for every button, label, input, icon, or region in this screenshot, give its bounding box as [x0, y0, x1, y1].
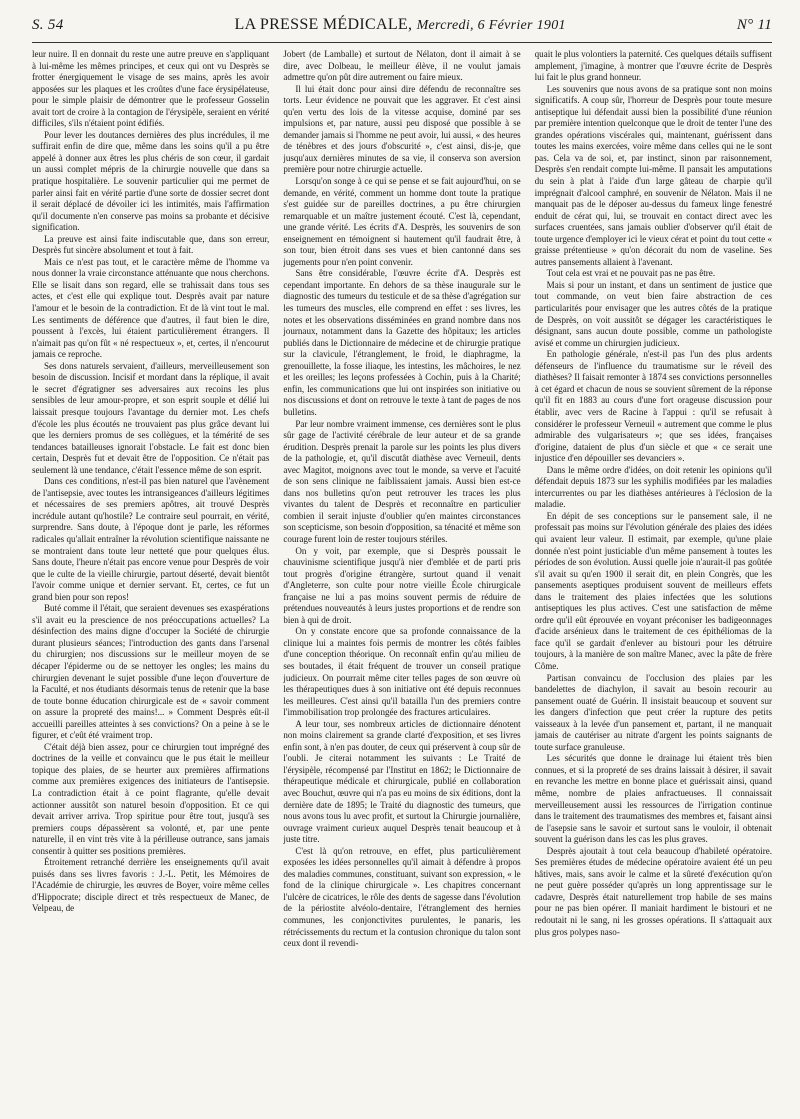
issue-number: N° 11	[736, 17, 772, 33]
paragraph: Les sécurités que donne le drainage lui étaient très bien connues, et si la propreté de ses drains laissait à désirer, il savait en revanche les mettre en bonne place et guérissait ainsi, quand même, nombre de plaies anfractueuses. Il connaissait merveilleusement aussi les ressources de l'irrigation continue dans le traitement des traumatismes des membres et, faisant ainsi de l'asepsie sans le savoir et surtout sans le vouloir, il obtenait souvent la guérison dans les cas les plus graves.	[534, 753, 772, 845]
journal-title-line	[235, 16, 566, 34]
page-number: S. 54	[32, 17, 64, 33]
paragraph: leur nuire. Il en donnait du reste une autre preuve en s'appliquant à lui-même les mêmes principes, et ceux qui ont vu Desprès se frotter énergiquement le visage de ses mains, après les avoir apposées sur les plaques et les croûtes d'une face érysipélateuse, pour le simple plaisir de démontrer que le professeur Gosselin avait tort de croire à la contagion de l'érysipèle, seraient en vérité difficiles, s'ils n'étaient point édifiés.	[32, 49, 270, 129]
paragraph: Pour lever les doutances dernières des plus incrédules, il me suffirait enfin de dire que, même dans les soins qu'il a pu être appelé à donner aux êtres les plus chéris de son cœur, il gardait un aussi complet mépris de la chirurgie nouvelle que dans sa pratique hospitalière. Le souvenir particulier qui me permet de parler ainsi fait en vérité partie d'une sorte de dossier secret dont il serait déplacé de dévoiler ici les intimités, mais l'affirmation qu'il documente n'en conserve pas moins sa probante et décisive signification.	[32, 129, 270, 233]
paragraph: En pathologie générale, n'est-il pas l'un des plus ardents défenseurs de l'influence du traumatisme sur le réveil des diathèses? Il faisait remonter à 1874 ses convictions personnelles à cet égard et chacun de nous se souvient sûrement de la réponse qu'il fit en 1883 au cours d'une fort orageuse discussion pour établir, avec vers de Racine à l'appui : qu'il se refusait à considérer le professeur Verneuil « autrement que comme le plus admirable des vulgarisateurs »; que ses idées, françaises d'origine, dataient de plus d'un siècle et que « ce serait une injustice d'en dépouiller ses devanciers ».	[534, 349, 772, 464]
paragraph: Ses dons naturels servaient, d'ailleurs, merveilleusement son besoin de discussion. Incisif et mordant dans la réplique, il avait le secret d'égratigner ses adversaires aux recoins les plus sensibles de leur amour-propre, et son esprit souple et délié lui laissait presque toujours l'avantage du dernier mot. Les chefs d'école les plus écoutés ne trouvaient pas plus grâce devant lui que les derniers promus de ses collègues, et la témérité de ses tendances batailleuses ignorait l'obstacle. Le fait est donc bien certain, Desprès fut et devait être de l'opposition. Ce n'était pas seulement là une tendance, c'était l'essence même de son esprit.	[32, 360, 270, 475]
paragraph: Il lui était donc pour ainsi dire défendu de reconnaître ses torts. Leur évidence ne pouvait que les aggraver. Et c'est ainsi qu'en vertu des lois de la vitesse acquise, dominé par ses impulsions et, par nature, aussi peu disposé que possible à se demander jamais si l'homme ne peut avoir, lui aussi, « des heures de ténèbres et des jours d'obscurité », c'est ainsi, dis-je, que jusqu'aux dernières minutes de sa vie, il conserva son aversion première pour notre chirurgie actuelle.	[283, 83, 521, 175]
paragraph: Jobert (de Lamballe) et surtout de Nélaton, dont il aimait à se dire, avec Dolbeau, le meilleur élève, il ne voulut jamais admettre qu'on pût dire autrement ou faire mieux.	[283, 49, 521, 83]
paragraph: En dépit de ses conceptions sur le pansement sale, il ne professait pas moins sur l'évolution générale des plaies des idées qui avaient leur valeur. Il estimait, par exemple, qu'une plaie donnée n'est point justiciable d'un même pansement à toutes les périodes de son évolution. Aussi quelle joie n'aurait-il pas goûtée s'il avait su qu'en 1900 il serait dit, en plein Congrès, que les pansements aseptiques produisent souvent de meilleurs effets dans le traitement des plaies infectées que les solutions antiseptiques les plus actives. C'est une satisfaction de même ordre qu'il eût éprouvée en voyant préconiser les badigeonnages d'acide arsénieux dans le traitement de ces épithéliomas de la face qu'il se gardait d'enlever au bistouri pour les détruire toujours, à la manière de son maître Manec, avec la pâte de frère Côme.	[534, 510, 772, 671]
paragraph: Par leur nombre vraiment immense, ces dernières sont le plus sûr gage de l'activité cérébrale de leur auteur et de sa grande érudition. Desprès prenait la parole sur les points les plus divers de la pathologie, et, qu'il discutât diathèse avec Verneuil, dents avec Magitot, moignons avec tout le monde, sa verve et l'acuité de son sens clinique ne faiblissaient jamais. Aussi bien est-ce dans nos bulletins qu'on peut retrouver les traces les plus vivantes du talent de Desprès et reconnaître en particulier combien il serait injuste d'oublier qu'en maintes circonstances son scepticisme, son besoin d'opposition, sa ténacité et même son courage furent loin de rester toujours stériles.	[283, 418, 521, 544]
paragraph: Les souvenirs que nous avons de sa pratique sont non moins significatifs. A coup sûr, l'horreur de Desprès pour toute mesure antiseptique lui défendait aussi bien la possibilité d'une réunion par première intention quelconque que le droit de tenter l'une des grandes opérations viscérales qui, maintenant, guérissent dans toutes les mains exercées, voire même dans celles qui ne le sont pas. Cela va de soi, et, par instinct, sinon par raisonnement, Desprès s'en rendait compte lui-même. Il pansait les amputations du sein à plat à l'aide d'un large gâteau de charpie qu'il imprégnait d'alcool camphré, en souvenir de Nélaton. Mais il ne manquait pas de le déposer au-dessus du fameux linge fenestré enduit de cérat qui, lui, se trouvait en contact direct avec les surfaces cruentées, sans jamais oublier d'observer qu'il était de toute urgence d'employer ici le vieux cérat et point du tout cette « graisse prétentieuse » qu'on décorait du nom de vaseline. Ses autres pansements allaient à l'avenant.	[534, 83, 772, 267]
issue-date: Mercredi, 6 Février 1901	[416, 18, 566, 33]
paragraph: Étroitement retranché derrière les enseignements qu'il avait puisés dans ses livres favoris : J.-L. Petit, les Mémoires de l'Académie de chirurgie, les œuvres de Boyer, voire même celles d'Hippocrate; disciple direct et très respectueux de Manec, de Velpeau, de	[32, 857, 270, 914]
paragraph: Partisan convaincu de l'occlusion des plaies par les bandelettes de diachylon, il savait au besoin recourir au pansement ouaté de Guérin. Il insistait beaucoup et souvent sur les dangers d'infection que peut créer la rupture des petits vaisseaux à la levée d'un pansement et, partant, il ne manquait jamais de cautériser au nitrate d'argent les points saignants de toute surface granuleuse.	[534, 672, 772, 752]
paragraph: Tout cela est vrai et ne pouvait pas ne pas être.	[546, 268, 716, 279]
paragraph: Mais si pour un instant, et dans un sentiment de justice que tout commande, on veut bien faire abstraction de ces particularités pour envisager que les autres côtés de la pratique de Desprès, on voit aussitôt se dégager les caractéristiques le désignant, sans aucun doute possible, comme un pathologiste avisé et comme un chirurgien judicieux.	[534, 279, 772, 348]
paragraph: Buté comme il l'était, que seraient devenues ses exaspérations s'il avait eu la prescience de nos préoccupations actuelles? La désinfection des mains digne d'occuper la Société de chirurgie durant plusieurs séances; l'introduction des gants dans l'arsenal du chirurgien; nos discussions sur le meilleur moyen de se décaper l'épiderme ou de se nettoyer les ongles; les mains du chirurgien devenant le sujet possible d'une leçon d'ouverture de la Faculté, et nos étudiants désormais tenus de retenir que la base de toute bonne éducation chirurgicale est de « savoir comment on assure la propreté des mains!... » Comment Desprès eût-il accueilli pareilles atteintes à ses convictions? On a peine à se le figurer, et c'eût été vraiment trop.	[32, 603, 270, 741]
paragraph: Dans ces conditions, n'est-il pas bien naturel que l'avènement de l'antisepsie, avec toutes les intransigeances d'ailleurs légitimes et nécessaires de ses premiers apôtres, ait trouvé Desprès incrédule autant qu'hostile? Le contraire seul pourrait, en vérité, surprendre. Sans doute, à l'époque dont je parle, les réformes radicales qu'allait entraîner la révolution scientifique naissante ne se montraient dans toute leur netteté que pour quelques élus. Sans doute, l'heure n'était pas encore venue pour Desprès de voir que le culte de la vieille chirurgie, partout déserté, devait bientôt l'avoir comme unique et dernier servant. Et, certes, ce fut un grand bien pour son repos!	[32, 476, 270, 602]
paragraph: La preuve est ainsi faite indiscutable que, dans son erreur, Desprès fut sincère absolument et tout à fait.	[32, 233, 270, 256]
paragraph: Lorsqu'on songe à ce qui se pense et se fait aujourd'hui, on se demande, en vérité, comment un homme dont toute la pratique s'est guidée sur de pareilles doctrines, a pu être chirurgien remarquable et un maître justement écouté. C'est là, cependant, une grande vérité. Les écrits d'A. Desprès, les souvenirs de son enseignement en témoignent si hautement qu'il faudrait être, à son tour, bien étroit dans ses vues et bien cantonné dans ses jugements pour n'en point convenir.	[283, 176, 521, 267]
text-column-2	[283, 49, 520, 1114]
paragraph: Desprès ajoutait à tout cela beaucoup d'habileté opératoire. Ses premières études de médecine opératoire avaient été un peu hâtives, mais, sans avoir le calme et la sûreté d'exécution qu'on ne peut guère posséder qu'après un long apprentissage sur le cadavre, Desprès était naturellement trop habile de ses mains pour ne pas bien opérer. Il maniait hardiment le bistouri et ne redoutait ni le sang, ni les grosses opérations. Il s'attaquait aux plus gros polypes naso-	[534, 845, 772, 937]
paragraph: On y voit, par exemple, que si Desprès poussait le chauvinisme scientifique jusqu'à nier d'emblée et de parti pris tout progrès d'origine étrangère, surtout quand il venait d'Angleterre, son culte pour notre vieille École chirurgicale française ne lui a pas moins souvent permis de réduire de prétendues nouveautés à leurs justes proportions et de rendre son bien à qui de droit.	[283, 545, 521, 625]
paragraph: On y constate encore que sa profonde connaissance de la clinique lui a maintes fois permis de montrer les côtés faibles d'une conception théorique. On reconnaît enfin qu'au milieu de ses boutades, il était fréquent de trouver un conseil pratique judicieux. On pourrait même citer telles pages de son œuvre où les thérapeutiques dues à son initiative ont été depuis reconnues les meilleures. C'est ainsi qu'il batailla l'un des premiers contre l'immobilisation trop prolongée des fractures articulaires.	[283, 626, 521, 718]
paragraph: Mais ce n'est pas tout, et le caractère même de l'homme va nous donner la vraie circonstance atténuante que nous cherchons. Elle se lisait dans son regard, elle se trahissait dans tous ses actes, et c'est elle qui explique tout. Desprès avait par nature l'amour et le besoin de la contradiction. Et de là vint tout le mal. Les sentiments de déférence que d'autres, il faut bien le dire, poussent à l'excès, lui étaient particulièrement étrangers. Il n'aimait pas qu'on fût « né respectueux », et, certes, il n'encourut jamais ce reproche.	[32, 256, 270, 360]
paragraph: quait le plus volontiers la paternité. Ces quelques détails suffisent amplement, j'imagine, à montrer que l'œuvre écrite de Desprès lui fait le plus grand honneur.	[534, 49, 772, 83]
journal-name: LA PRESSE MÉDICALE,	[234, 16, 413, 33]
paragraph: Sans être considérable, l'œuvre écrite d'A. Desprès est cependant importante. En dehors de sa thèse inaugurale sur le diagnostic des tumeurs du testicule et de sa thèse d'agrégation sur les tumeurs des muscles, elle comprend en effet : ses livres, les notes et les observations disséminées en grand nombre dans nos journaux, notamment dans la Gazette des hôpitaux; les articles publiés dans le Dictionnaire de médecine et de chirurgie pratique sur la clavicule, l'étranglement, le froid, le diaphragme, la grenouillette, la fosse iliaque, les intestins, les mâchoires, le nez et les oreilles; les leçons professées à Cochin, puis à la Charité; enfin, les communications que lui ont inspirées son initiative ou nos discussions et dont on retrouve le texte à tant de pages de nos bulletins.	[283, 268, 521, 417]
text-column-1	[32, 49, 269, 1114]
article-columns	[32, 49, 772, 1114]
header-rule	[32, 42, 772, 43]
paragraph: Dans le même ordre d'idées, on doit retenir les opinions qu'il défendait depuis 1873 sur les syphilis modifiées par les maladies intercurrentes ou par les diathèses antérieures à l'éclosion de la maladie.	[534, 464, 772, 510]
paragraph: C'était déjà bien assez, pour ce chirurgien tout imprégné des doctrines de la veille et convaincu que le pus était le meilleur topique des plaies, de se heurter aux premières affirmations comme aux premières exigences des initiateurs de l'antisepsie. La contradiction était à ce point flagrante, qu'elle devait actionner aussitôt son naturel besoin d'opposition. Et ce qui devait arriver arriva. Trop spiritue pour être tout, jusqu'à ses premiers coups dépassèrent sa volonté, et, par une pente naturelle, il en vint très vite à la périlleuse outrance, sans jamais consentir à quitter ses positions premières.	[32, 741, 270, 856]
text-column-3	[535, 49, 772, 1114]
paragraph: C'est là qu'on retrouve, en effet, plus particulièrement exposées les idées personnelles qu'il aimait à défendre à propos des maladies communes, constituant, suivant son expression, « le fond de la clinique chirurgicale ». Les chapitres concernant l'ulcère de cicatrices, le rôle des dents de sagesse dans l'évolution de la périostite alvéolo-dentaire, l'étranglement des hernies communes, les conjonctivites purulentes, le panaris, les rétrécissements du rectum et la contusion chronique du talon sont ceux dont il revendi-	[283, 845, 521, 949]
paragraph: A leur tour, ses nombreux articles de dictionnaire dénotent non moins clairement sa grande clarté d'exposition, et ses livres enfin sont, à n'en pas douter, de ceux qui préservent à coup sûr de l'oubli. Je citerai notamment les suivants : Le Traité de l'érysipèle, récompensé par l'Institut en 1862; le Dictionnaire de thérapeutique médicale et chirurgicale, publié en collaboration avec Bouchut, œuvre qui n'a pas eu moins de six éditions, dont la dernière date de 1895; le Traité du diagnostic des tumeurs, que nous avons tous lu avec profit, et surtout la Chirurgie journalière, ouvrage vraiment curieux auquel Desprès tenait beaucoup et à juste titre.	[283, 718, 521, 845]
page-header	[32, 16, 772, 38]
